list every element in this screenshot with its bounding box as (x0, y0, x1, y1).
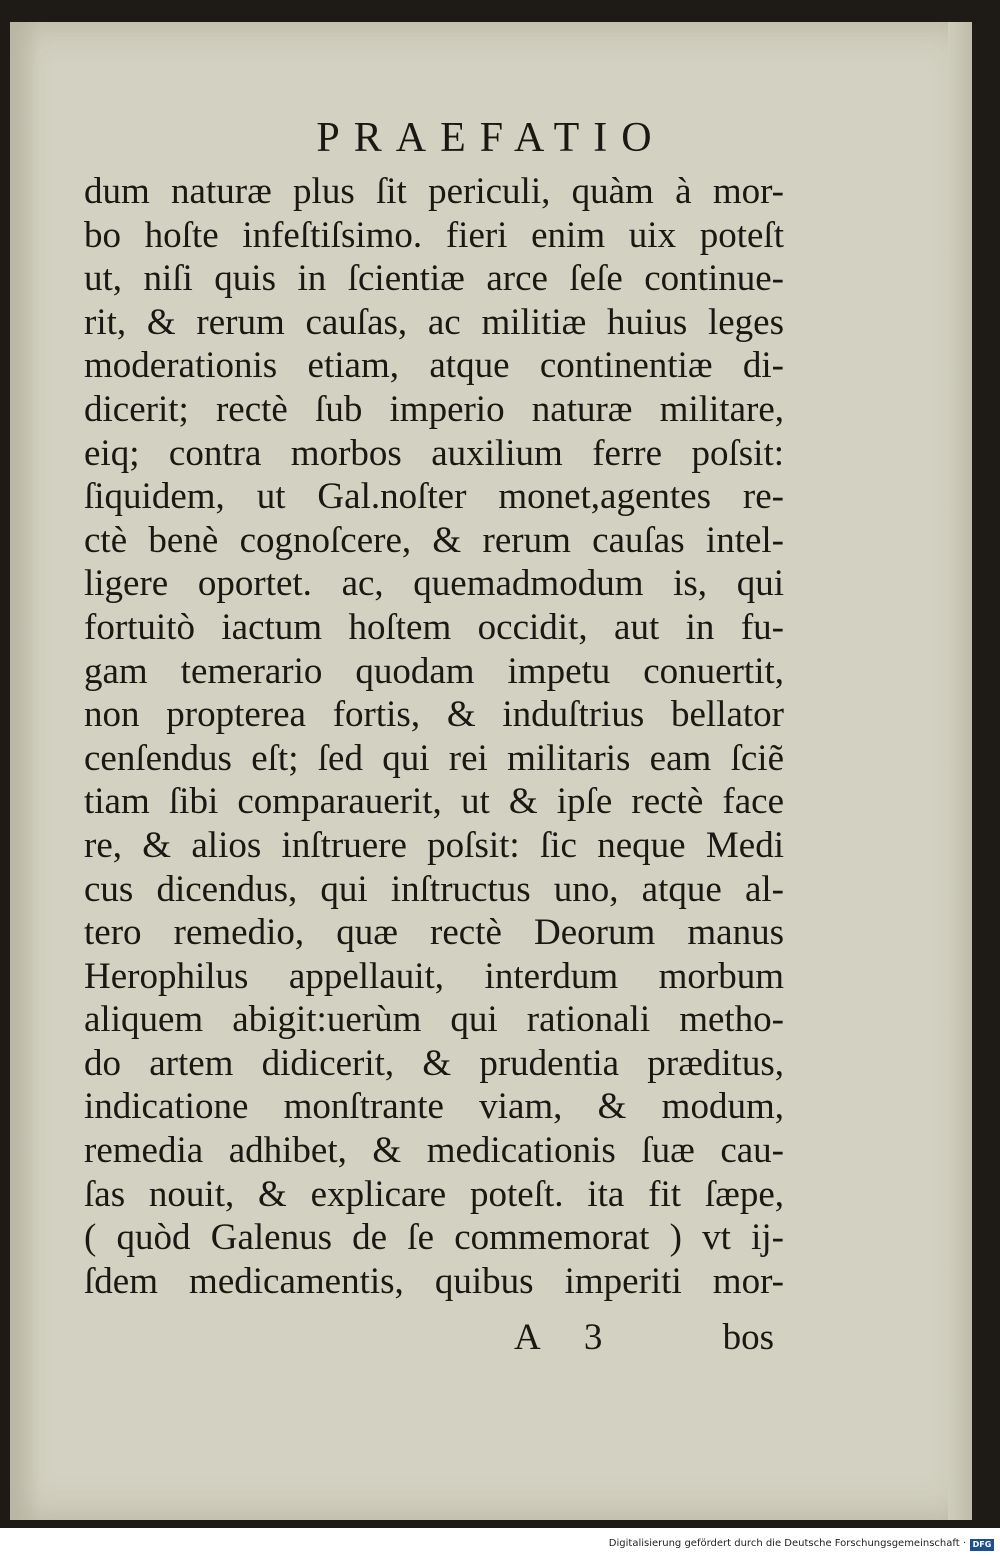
text-line: cus dicendus, qui inſtructus uno, atque al- (84, 868, 784, 910)
text-line: ſas nouit, & explicare poteſt. ita fit ſæpe, (84, 1173, 784, 1215)
signature-mark: A 3 (514, 1317, 621, 1358)
page-edge (948, 22, 972, 1520)
text-line: cenſendus eſt; ſed qui rei militaris eam ſciẽ (84, 737, 784, 779)
body-text (84, 170, 784, 1303)
text-line: rit, & rerum cauſas, ac militiæ huius leges (84, 301, 784, 343)
text-line: tero remedio, quæ rectè Deorum manus (84, 912, 784, 954)
text-line: bo hoſte infeſtiſsimo. fieri enim uix poteſt (84, 214, 784, 256)
dfg-logo-icon: DFG (970, 1539, 994, 1551)
page-gutter-shadow (10, 22, 40, 1520)
text-line: dicerit; rectè ſub imperio naturæ militare, (84, 388, 784, 430)
footer-credit: Digitalisierung gefördert durch die Deutsche Forschungsgemeinschaft · (608, 1538, 966, 1549)
text-line: moderationis etiam, atque continentiæ di- (84, 345, 784, 387)
book-page (10, 22, 972, 1520)
text-line: ut, niſi quis in ſcientiæ arce ſeſe continue- (84, 258, 784, 300)
text-line: aliquem abigit:uerùm qui rationali metho- (84, 999, 784, 1041)
text-line: ſdem medicamentis, quibus imperiti mor- (84, 1260, 784, 1302)
text-line: do artem didicerit, & prudentia præditus, (84, 1042, 784, 1084)
text-line: gam temerario quodam impetu conuertit, (84, 650, 784, 692)
text-line: ligere oportet. ac, quemadmodum is, qui (84, 563, 784, 605)
text-line: indicatione monſtrante viam, & modum, (84, 1086, 784, 1128)
text-line: ſiquidem, ut Gal.noſter monet,agentes re- (84, 476, 784, 518)
page-foot (84, 1316, 784, 1360)
text-line: remedia adhibet, & medicationis ſuæ cau- (84, 1130, 784, 1172)
text-line: tiam ſibi comparauerit, ut & ipſe rectè face (84, 781, 784, 823)
running-head: PRAEFATIO (316, 115, 666, 161)
text-line: ctè benè cognoſcere, & rerum cauſas intel- (84, 519, 784, 561)
text-line: fortuitò iactum hoſtem occidit, aut in fu- (84, 606, 784, 648)
footer-bar (0, 1536, 1000, 1556)
catchword: bos (722, 1317, 774, 1358)
text-line: eiq; contra morbos auxilium ferre poſsit: (84, 432, 784, 474)
text-line: ( quòd Galenus de ſe commemorat ) vt ij- (84, 1217, 784, 1259)
text-line: re, & alios inſtruere poſsit: ſic neque Medi (84, 824, 784, 866)
text-line: dum naturæ plus ſit periculi, quàm à mor- (84, 171, 784, 212)
text-line: non propterea fortis, & induſtrius bellator (84, 694, 784, 736)
text-line: Herophilus appellauit, interdum morbum (84, 955, 784, 997)
